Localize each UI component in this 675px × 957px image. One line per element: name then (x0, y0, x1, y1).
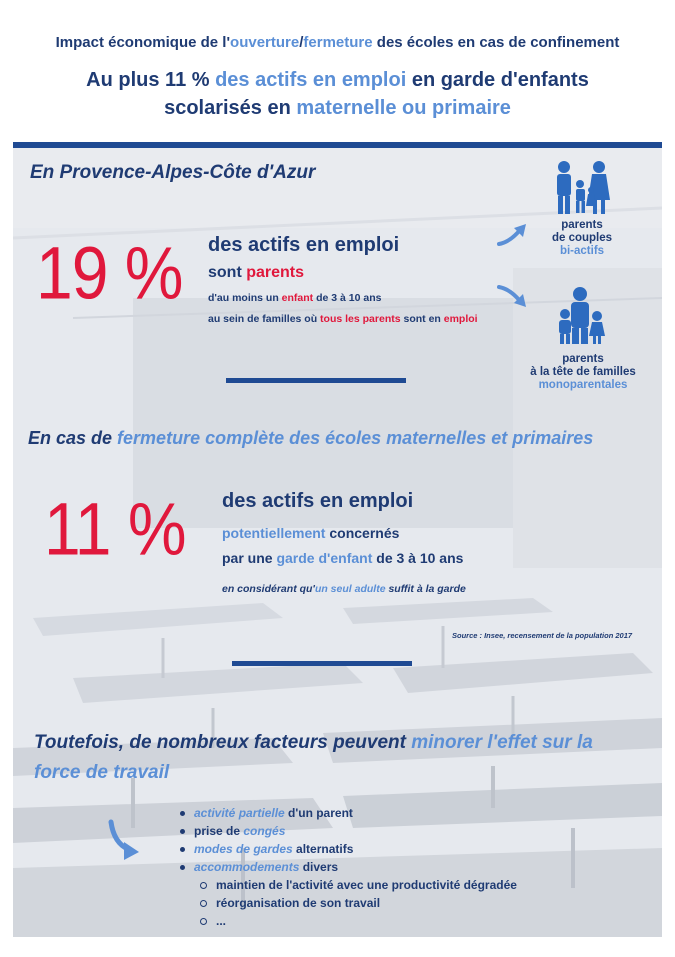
section-divider (232, 661, 412, 666)
list-item (178, 822, 517, 840)
text-emph: modes de gardes (194, 842, 293, 856)
single-parent-caption (527, 353, 639, 392)
text-emph: un seul adulte (314, 583, 386, 595)
couple-family-icon (552, 160, 612, 216)
caption-line: monoparentales (538, 379, 628, 391)
section2-line2 (222, 525, 399, 541)
section2-percent: 11 % (44, 487, 186, 570)
list-item (178, 804, 517, 822)
caption-line: de couples (551, 232, 613, 244)
text-part: concernés (325, 525, 400, 541)
single-parent-family-icon (556, 286, 610, 346)
section1-line4 (208, 313, 478, 325)
text-emph: congés (243, 824, 286, 838)
text-emph: emploi (443, 313, 478, 325)
factors-list (178, 804, 517, 930)
text-emph: potentiellement (222, 525, 326, 541)
text-part: sont (208, 264, 247, 281)
text-part: d'un parent (284, 806, 353, 820)
text-emph: parents (246, 264, 305, 281)
text-part: par une (222, 550, 277, 566)
section1-line2 (208, 264, 304, 282)
section2-title (28, 428, 593, 449)
section2-line4 (222, 583, 466, 595)
caption-line: parents (562, 353, 604, 365)
text-part: en considérant qu' (222, 583, 315, 595)
section3-title-line2: force de travail (34, 762, 170, 783)
sub-list-item: maintien de l'activité avec une productivité dégradée (178, 876, 517, 894)
text-part: divers (299, 860, 339, 874)
section1-line3 (208, 292, 381, 304)
text-part: Toutefois, de nombreux facteurs peuvent (34, 732, 412, 753)
text-part: sont en (400, 313, 444, 325)
caption-line: à la tête de familles (530, 366, 636, 378)
section1-line1: des actifs en emploi (208, 234, 400, 256)
text-part: en garde d'enfants (406, 69, 589, 91)
text-part: d'au moins un (208, 292, 282, 304)
text-emph: accommodements (194, 860, 300, 874)
text-part: scolarisés en (164, 97, 297, 119)
section1-title: En Provence-Alpes-Côte d'Azur (30, 162, 316, 183)
text-part: suffit à la garde (385, 583, 466, 595)
header-title-ouverture: ouverture (230, 34, 300, 51)
header-subtitle-line1 (0, 66, 675, 94)
section-divider (226, 378, 406, 383)
arrow-down-right-icon (106, 818, 142, 862)
section1-percent: 19 % (36, 231, 183, 314)
arrow-down-right-icon (496, 284, 530, 310)
caption-line: parents (561, 219, 603, 231)
text-emph: garde d'enfant (276, 550, 373, 566)
list-item (178, 858, 517, 876)
text-emph: minorer l'effet sur la (411, 732, 593, 753)
text-part: au sein de familles où (208, 313, 321, 325)
text-part: prise de (194, 824, 244, 838)
arrow-up-right-icon (496, 222, 530, 248)
couple-caption (532, 219, 632, 258)
section3-title (34, 728, 593, 788)
header-subtitle-line2 (0, 94, 675, 122)
text-emph: fermeture complète des écoles maternelles et primaires (117, 428, 594, 448)
text-emph: activité partielle (194, 806, 285, 820)
sub-list-item: ... (178, 912, 517, 930)
text-emph: maternelle ou primaire (296, 97, 511, 119)
text-part: de 3 à 10 ans (372, 550, 464, 566)
header-title-part: des écoles en cas de confinement (372, 34, 620, 51)
text-part: de 3 à 10 ans (313, 292, 382, 304)
section2-line1: des actifs en emploi (222, 490, 414, 512)
text-part: Au plus 11 % (86, 69, 216, 91)
sub-list-item: réorganisation de son travail (178, 894, 517, 912)
text-part: En cas de (28, 428, 118, 448)
header-title-slash: / (299, 34, 304, 51)
section3-title-line1 (34, 728, 593, 758)
header-title-fermeture: fermeture (303, 34, 373, 51)
header-title (0, 34, 675, 51)
text-emph: tous les parents (320, 313, 401, 325)
header-subtitle (0, 66, 675, 122)
text-emph: des actifs en emploi (215, 69, 407, 91)
text-part: alternatifs (292, 842, 354, 856)
caption-line: bi-actifs (559, 245, 605, 257)
source-note: Source : Insee, recensement de la population 2017 (452, 631, 633, 640)
section2-line3 (222, 550, 463, 566)
list-item (178, 840, 517, 858)
header-title-part: Impact économique de l' (55, 34, 231, 51)
text-emph: enfant (281, 292, 314, 304)
